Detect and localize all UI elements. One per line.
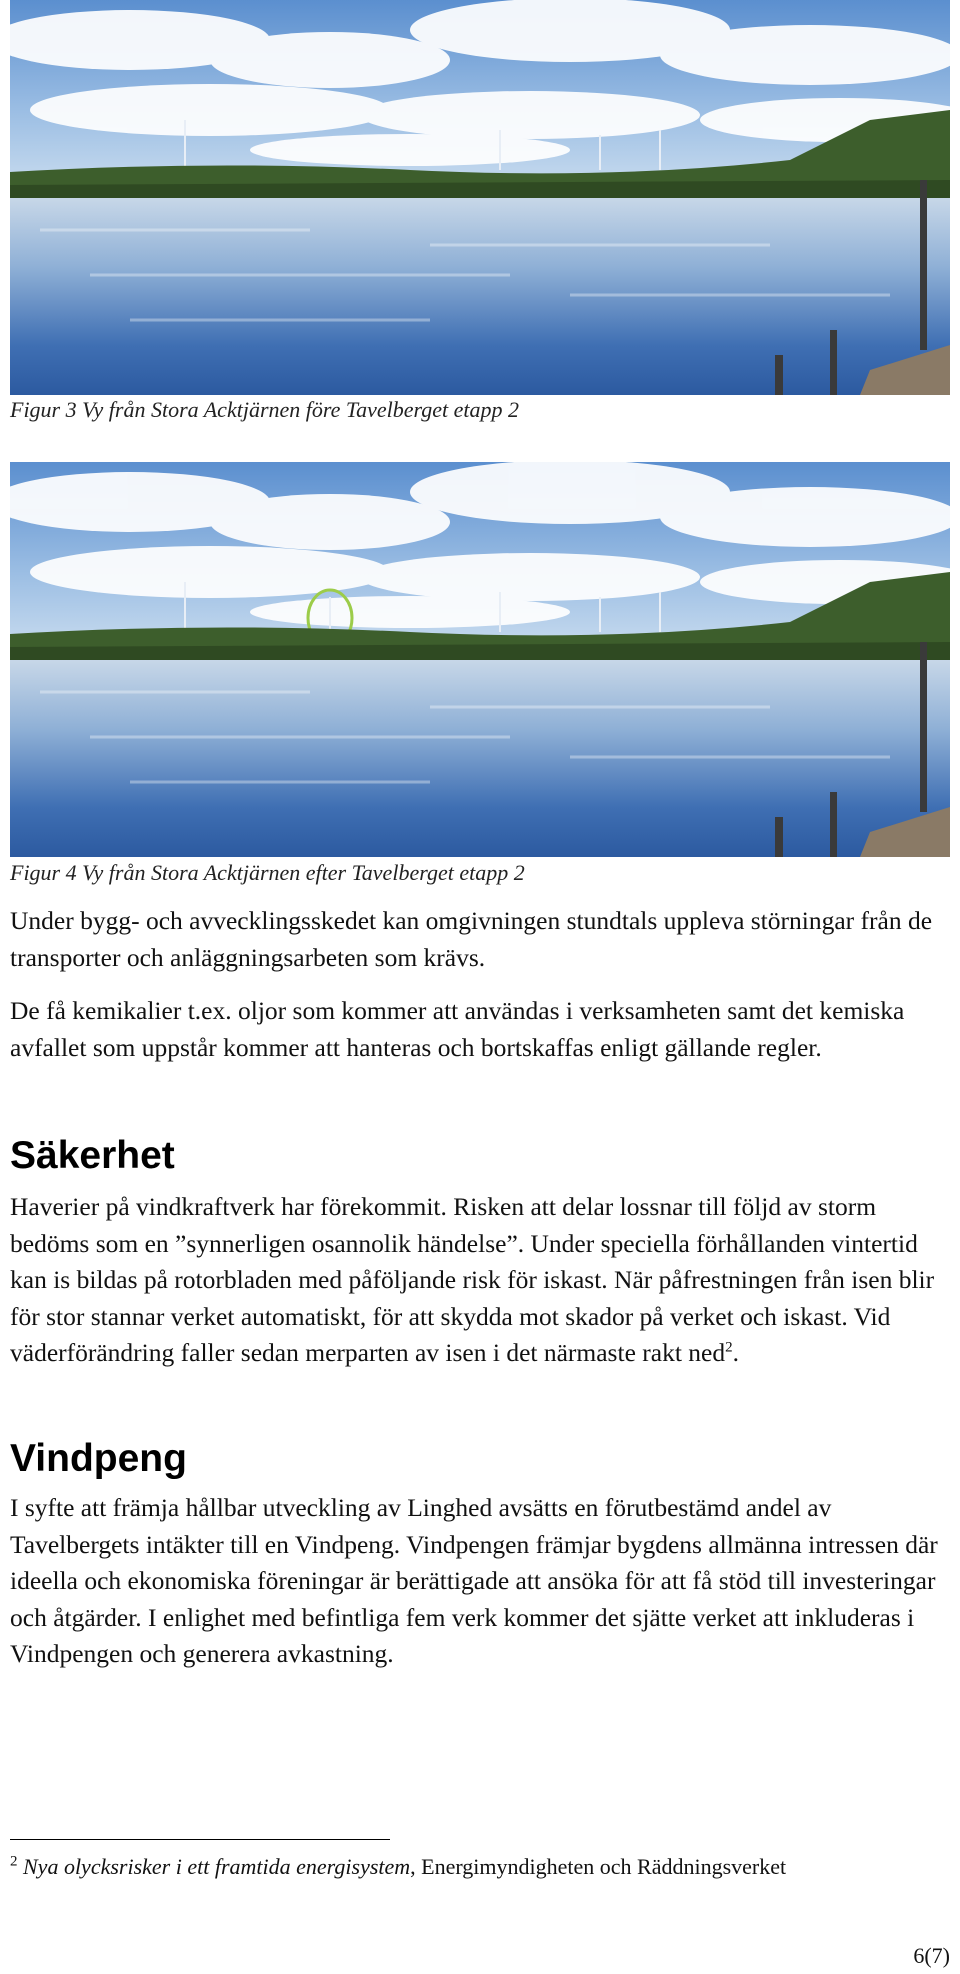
body-paragraph: De få kemikalier t.ex. oljor som kommer att användas i verksamheten samt det kemiska avfallet som uppstår kommer att hanteras och bortskaffas enligt gällande regler.: [10, 996, 905, 1062]
section-body-sakerhet: [10, 1189, 950, 1372]
body-text-end: .: [732, 1338, 739, 1367]
footnote-divider: [10, 1839, 390, 1840]
footnote-reference[interactable]: 2: [725, 1339, 733, 1356]
body-text: Haverier på vindkraftverk har förekommit. Risken att delar lossnar till följd av storm bedöms som en ”synnerligen osannolik händelse”. Under speciella förhållanden vintertid kan is bildas på rotorbladen med påföljande risk för iskast. När påfrestningen från isen blir för stor stannar verket automatiskt, för att skydda mot skador på verket och iskast. Vid väderförändring faller sedan merparten av isen i det närmaste rakt ned: [10, 1192, 935, 1367]
footnote: [10, 1854, 786, 1880]
footnote-title: Nya olycksrisker i ett framtida energisystem: [23, 1854, 411, 1879]
body-paragraph: Under bygg- och avvecklingsskedet kan omgivningen stundtals uppleva störningar från de transporter och anläggningsarbeten som krävs.: [10, 906, 933, 972]
section-heading-vindpeng: Vindpeng: [10, 1437, 187, 1480]
lake-photo-before: [10, 0, 950, 395]
section-heading-sakerhet: Säkerhet: [10, 1134, 175, 1177]
section-body-vindpeng: I syfte att främja hållbar utveckling av Linghed avsätts en förutbestämd andel av Tavelbergets intäkter till en Vindpeng. Vindpengen främjar bygdens allmänna intressen där ideella och ekonomiska föreningar är berättigade att ansöka för att få stöd till investeringar och åtgärder. I enlighet med befintliga fem verk kommer det sjätte verket att inkluderas i Vindpengen och generera avkastning.: [10, 1493, 938, 1668]
figure-caption: Figur 4 Vy från Stora Acktjärnen efter Tavelberget etapp 2: [10, 860, 525, 885]
footnote-source: , Energimyndigheten och Räddningsverket: [410, 1854, 787, 1879]
page-number: 6(7): [913, 1943, 950, 1968]
figure-caption: Figur 3 Vy från Stora Acktjärnen före Tavelberget etapp 2: [10, 397, 520, 422]
lake-photo-after: [10, 462, 950, 857]
footnote-number: 2: [10, 1853, 18, 1870]
